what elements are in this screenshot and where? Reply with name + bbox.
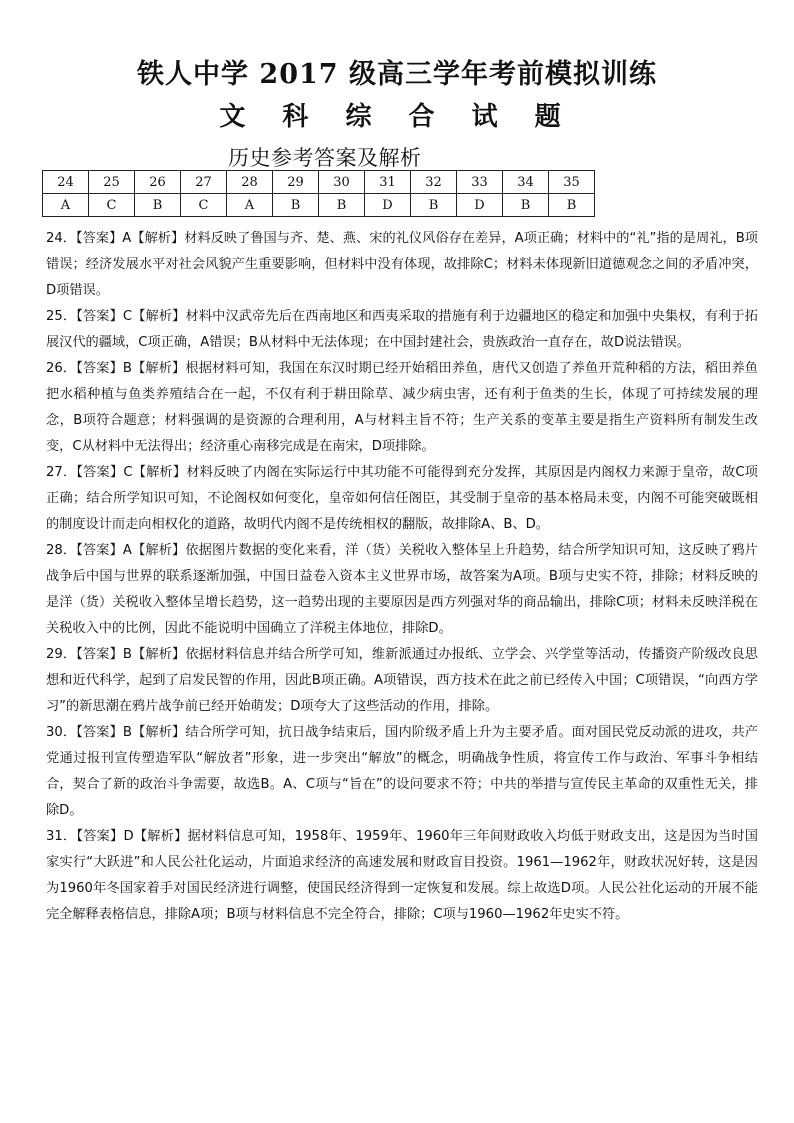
answer-letter: A <box>43 194 89 217</box>
explanation-item-28: 28．【答案】A【解析】依据图片数据的变化来看，洋（货）关税收入整体呈上升趋势，结合所学知识可知，这反映了鸦片战争后中国与世界的联系逐渐加强，中国日益卷入资本主义世界市场，故答案为A项。B项与史实不符，排除；材料反映的是洋（货）关税收入整体呈增长趋势，这一趋势出现的主要原因是西方列强对华的商品输出，排除C项；材料未反映洋税在关税收入中的比例，因此不能说明中国确立了洋税主体地位，排除D。 <box>46 543 758 636</box>
question-number: 35 <box>549 171 595 194</box>
exam-subtitle: 文 科 综 合 试 题 <box>219 102 575 132</box>
answer-letter: B <box>411 194 457 217</box>
answer-letter: A <box>227 194 273 217</box>
explanation-item-27: 27．【答案】C【解析】材料反映了内阁在实际运行中其功能不可能得到充分发挥，其原因是内阁权力来源于皇帝，故C项正确；结合所学知识可知，不论阁权如何变化，皇帝如何信任阁臣，其受制于皇帝的基本格局未变，内阁不可能突破既相的制度设计而走向相权化的道路，故明代内阁不是传统相权的翻版，故排除A、B、D。 <box>46 465 758 532</box>
section-title: 历史参考答案及解析 <box>228 146 422 170</box>
question-number: 29 <box>273 171 319 194</box>
question-number: 33 <box>457 171 503 194</box>
answer-letter: D <box>457 194 503 217</box>
explanation-item-26: 26．【答案】B【解析】根据材料可知，我国在东汉时期已经开始稻田养鱼，唐代又创造了养鱼开荒种稻的方法，稻田养鱼把水稻种植与鱼类养殖结合在一起，不仅有利于耕田除草、减少病虫害，还有利于鱼类的生长，体现了可持续发展的理念，B项符合题意；材料强调的是资源的合理利用，A与材料主旨不符；生产关系的变革主要是指生产资料所有制发生改变，C从材料中无法得出；经济重心南移完成是在南宋，D项排除。 <box>46 361 758 454</box>
explanation-item-31: 31．【答案】D【解析】据材料信息可知，1958年、1959年、1960年三年间财政收入均低于财政支出，这是因为当时国家实行“大跃进”和人民公社化运动，片面追求经济的高速发展和财政盲目投资。1961—1962年，财政状况好转，这是因为1960年冬国家着手对国民经济进行调整，使国民经济得到一定恢复和发展。综上故选D项。人民公社化运动的开展不能完全解释表格信息，排除A项；B项与材料信息不完全符合，排除；C项与1960—1962年史实不符。 <box>46 829 758 922</box>
answer-letter: B <box>273 194 319 217</box>
answer-letter: C <box>89 194 135 217</box>
answer-table <box>42 170 595 217</box>
question-number: 24 <box>43 171 89 194</box>
exam-title: 铁人中学 2017 级高三学年考前模拟训练 <box>137 59 657 90</box>
explanation-item-24: 24．【答案】A【解析】材料反映了鲁国与齐、楚、燕、宋的礼仪风俗存在差异，A项正确；材料中的“礼”指的是周礼，B项错误；经济发展水平对社会风貌产生重要影响，但材料中没有体现，故排除C；材料未体现新旧道德观念之间的矛盾冲突，D项错误。 <box>46 231 758 298</box>
question-number: 34 <box>503 171 549 194</box>
answer-letter: D <box>365 194 411 217</box>
answer-letter: C <box>181 194 227 217</box>
question-number: 25 <box>89 171 135 194</box>
question-number: 30 <box>319 171 365 194</box>
answer-letter: B <box>503 194 549 217</box>
answer-letter: B <box>135 194 181 217</box>
question-number: 31 <box>365 171 411 194</box>
question-number: 32 <box>411 171 457 194</box>
answer-table-number-row <box>43 171 595 194</box>
explanation-item-30: 30．【答案】B【解析】结合所学可知，抗日战争结束后，国内阶级矛盾上升为主要矛盾。面对国民党反动派的进攻，共产党通过报刊宣传塑造军队“解放者”形象，进一步突出“解放”的概念，明确战争性质，将宣传工作与政治、军事斗争相结合，契合了新的政治斗争需要，故选B。A、C项与“旨在”的设问要求不符；中共的举措与宣传民主革命的双重性无关，排除D。 <box>46 725 758 818</box>
question-number: 26 <box>135 171 181 194</box>
question-number: 27 <box>181 171 227 194</box>
answer-table-answer-row <box>43 194 595 217</box>
question-number: 28 <box>227 171 273 194</box>
answer-letter: B <box>549 194 595 217</box>
explanation-list <box>46 226 758 928</box>
explanation-item-29: 29．【答案】B【解析】依据材料信息并结合所学可知，维新派通过办报纸、立学会、兴学堂等活动，传播资产阶级改良思想和近代科学，起到了启发民智的作用，因此B项正确。A项错误，西方技术在此之前已经传入中国；C项错误，“向西方学习”的新思潮在鸦片战争前已经开始萌发；D项夸大了这些活动的作用，排除。 <box>46 647 758 714</box>
answer-letter: B <box>319 194 365 217</box>
explanation-item-25: 25．【答案】C【解析】材料中汉武帝先后在西南地区和西夷采取的措施有利于边疆地区的稳定和加强中央集权，有利于拓展汉代的疆域，C项正确，A错误；B从材料中无法体现；在中国封建社会，贵族政治一直存在，故D说法错误。 <box>46 309 758 350</box>
